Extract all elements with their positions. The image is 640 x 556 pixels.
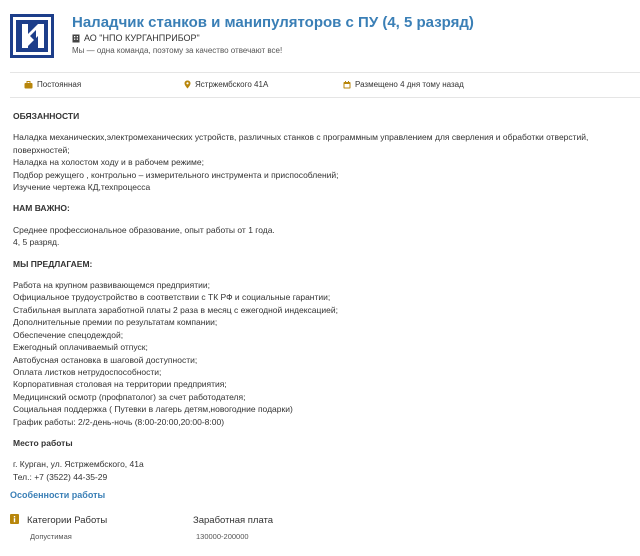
important-heading: НАМ ВАЖНО: (13, 203, 70, 214)
duties-heading: ОБЯЗАННОСТИ (13, 111, 80, 121)
duties-item: Подбор режущего , контрольно – измерительного инструмента и приспособлений; (13, 169, 339, 180)
company-name-text: АО "НПО КУРГАНПРИБОР" (84, 33, 200, 43)
vacancy-address (184, 80, 268, 89)
important-item: Среднее профессиональное образование, опыт работы от 1 года. (13, 224, 275, 235)
offer-item: Медицинский осмотр (профпатолог) за счет работодателя; (13, 391, 246, 402)
vacancy-description (13, 110, 633, 483)
offer-heading: МЫ ПРЕДЛАГАЕМ: (13, 258, 93, 269)
posted-date (343, 80, 464, 89)
offer-item: Официальное трудоустройство в соответствии с ТК РФ и социальные гарантии; (13, 292, 331, 303)
workplace-item: Тел.: +7 (3522) 44-35-29 (13, 471, 108, 482)
offer-item: Корпоративная столовая на территории предприятия; (13, 379, 227, 390)
offer-item: Оплата листков нетрудоспособности; (13, 366, 162, 377)
building-icon (72, 34, 80, 43)
offer-item: Стабильная выплата заработной платы 2 раза в месяц с ежегодной индексацией; (13, 304, 338, 315)
duties-list (13, 131, 633, 193)
workplace-heading: Место работы (13, 437, 73, 448)
location-pin-icon (184, 80, 191, 89)
offer-item: Социальная поддержка ( Путевки в лагерь детям,новогодние подарки) (13, 404, 293, 415)
vacancy-header (0, 0, 640, 66)
offer-list (13, 279, 633, 428)
vacancy-title[interactable]: Наладчик станков и манипуляторов с ПУ (4, 5 разряд) (72, 14, 474, 31)
vacancy-meta-bar (10, 72, 640, 98)
offer-item: График работы: 2/2-день-ночь (8:00-20:00,20:00-8:00) (13, 416, 225, 427)
offer-item: Автобусная остановка в шаговой доступности; (13, 354, 198, 365)
duties-item: Изучение чертежа КД,техпроцесса (13, 182, 151, 193)
duties-item: Наладка механических,электромеханических устройств, различных станков с программным управлением для сверления и обработки отверстий, (13, 132, 589, 143)
info-icon (10, 514, 19, 524)
posted-date-text: Размещено 4 дня тому назад (355, 80, 464, 89)
salary-label: Заработная плата (193, 515, 274, 526)
offer-item: Работа на крупном развивающемся предприятии; (13, 280, 211, 291)
vacancy-address-text: Ястржембского 41А (195, 80, 269, 89)
duties-item: поверхностей; (13, 144, 70, 155)
salary-value: 130000-200000 (196, 532, 249, 541)
workplace-item: г. Курган, ул. Ястржембского, 41а (13, 459, 144, 470)
offer-item: Обеспечение спецодеждой; (13, 329, 124, 340)
duties-item: Наладка на холостом ходу и в рабочем режиме; (13, 157, 204, 168)
workplace-list (13, 458, 633, 483)
important-item: 4, 5 разряд. (13, 237, 60, 248)
company-slogan: Мы — одна команда, поэтому за качество отвечают все! (72, 46, 283, 55)
employment-type-text: Постоянная (37, 80, 82, 89)
employment-type (24, 80, 81, 89)
features-heading: Особенности работы (10, 490, 106, 500)
company-name[interactable] (72, 33, 200, 43)
important-list (13, 224, 633, 249)
offer-item: Ежегодный оплачиваемый отпуск; (13, 342, 148, 353)
job-category-value: Допустимая (30, 532, 72, 541)
job-category-label: Категории Работы (27, 515, 108, 526)
briefcase-icon (24, 81, 33, 89)
offer-item: Дополнительные премии по результатам компании; (13, 317, 218, 328)
company-logo-icon (10, 14, 54, 58)
calendar-icon (343, 81, 351, 89)
